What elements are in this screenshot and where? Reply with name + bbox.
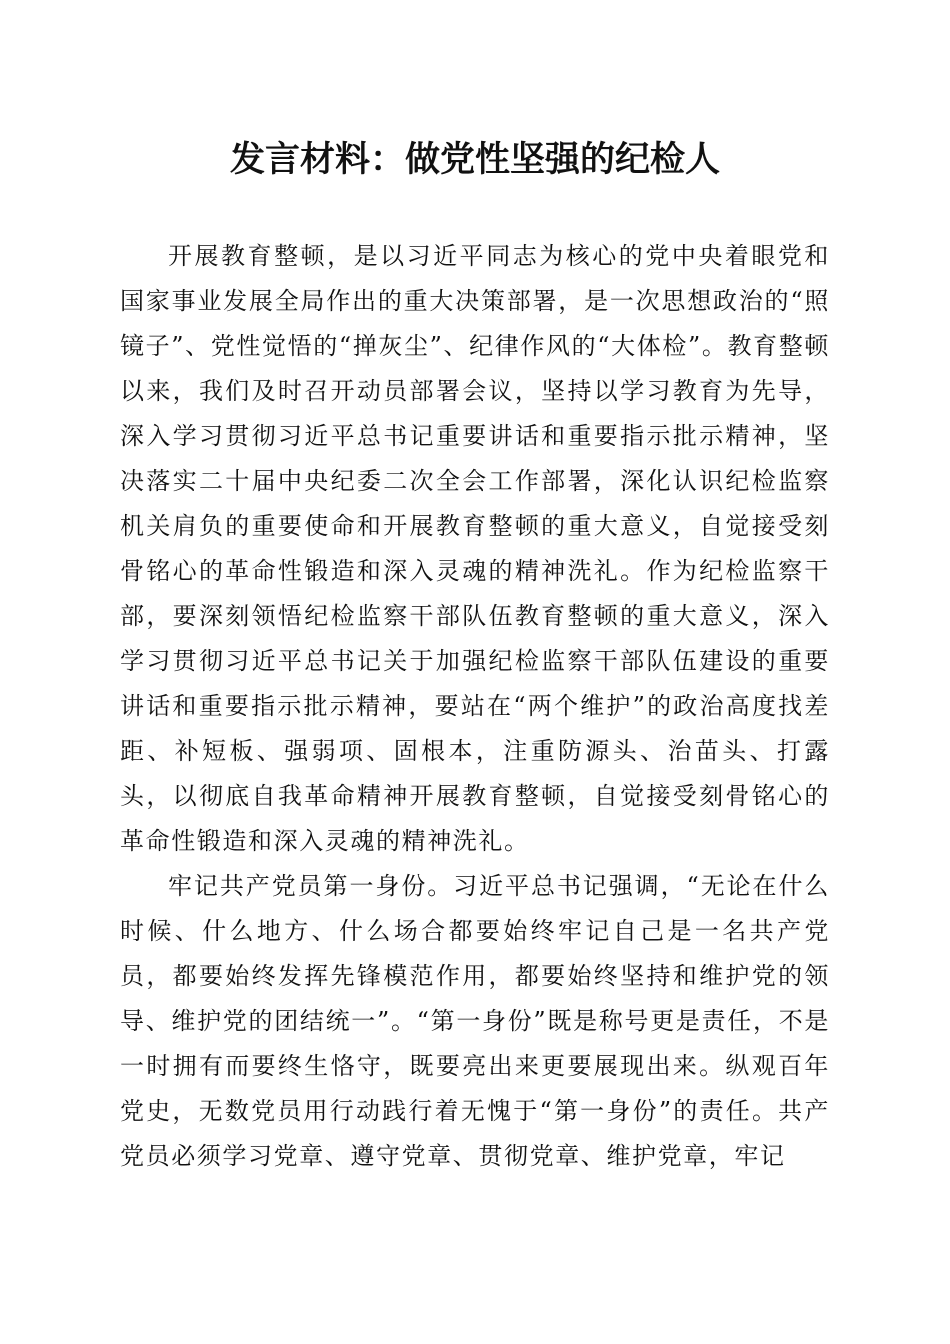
document-title: 发言材料：做党性坚强的纪检人 <box>229 139 720 180</box>
paragraph-intro: 开展教育整顿，是以习近平同志为核心的党中央着眼党和国家事业发展全局作出的重大决策部署，是一次思想政治的“照镜子”、党性觉悟的“掸灰尘”、纪律作风的“大体检”。教育整顿以来，我们及时召开动员部署会议，坚持以学习教育为先导，深入学习贯彻习近平总书记重要讲话和重要指示批示精神，坚决落实二十届中央纪委二次全会工作部署，深化认识纪检监察机关肩负的重要使命和开展教育整顿的重大意义，自觉接受刻骨铭心的革命性锻造和深入灵魂的精神洗礼。作为纪检监察干部，要深刻领悟纪检监察干部队伍教育整顿的重大意义，深入学习贯彻习近平总书记关于加强纪检监察干部队伍建设的重要讲话和重要指示批示精神，要站在“两个维护”的政治高度找差距、补短板、强弱项、固根本，注重防源头、治苗头、打露头，以彻底自我革命精神开展教育整顿，自觉接受刻骨铭心的革命性锻造和深入灵魂的精神洗礼。 <box>120 242 830 855</box>
document-body <box>120 234 830 1179</box>
paragraph-first-identity: 牢记共产党员第一身份。习近平总书记强调，“无论在什么时候、什么地方、什么场合都要始终牢记自己是一名共产党员，都要始终发挥先锋模范作用，都要始终坚持和维护党的领导、维护党的团结统一”。“第一身份”既是称号更是责任，不是一时拥有而要终生恪守，既要亮出来更要展现出来。纵观百年党史，无数党员用行动践行着无愧于“第一身份”的责任。共产党员必须学习党章、遵守党章、贯彻党章、维护党章，牢记 <box>120 872 830 1170</box>
